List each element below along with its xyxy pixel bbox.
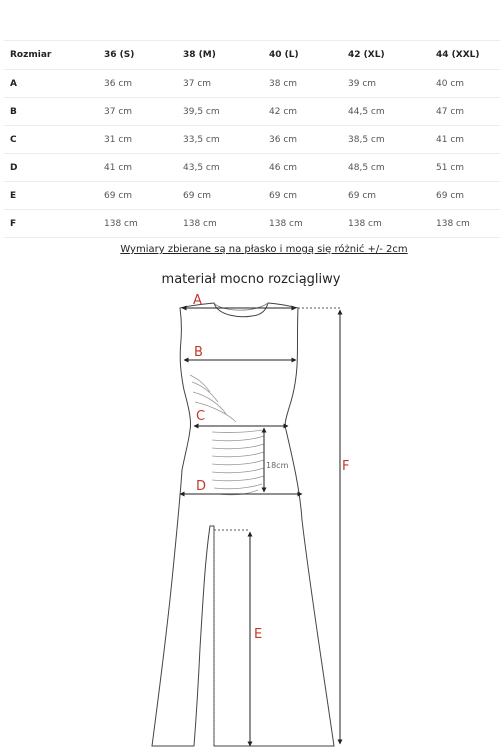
table-cell: 37 cm [98,98,177,126]
label-f: F [342,459,350,474]
table-cell: 31 cm [98,126,177,154]
table-cell: 40 cm [430,70,500,98]
label-d: D [196,479,207,494]
row-label: F [4,210,98,238]
row-label: E [4,182,98,210]
table-cell: 51 cm [430,154,500,182]
row-label: D [4,154,98,182]
header-38m: 38 (M) [177,41,263,70]
table-cell: 138 cm [177,210,263,238]
table-cell: 43,5 cm [177,154,263,182]
table-cell: 33,5 cm [177,126,263,154]
table-cell: 138 cm [430,210,500,238]
table-cell: 38 cm [263,70,342,98]
table-cell: 138 cm [263,210,342,238]
table-cell: 39 cm [342,70,430,98]
table-cell: 47 cm [430,98,500,126]
material-caption: materiał mocno rozciągliwy [161,272,341,287]
header-44xxl: 44 (XXL) [430,41,500,70]
table-cell: 48,5 cm [342,154,430,182]
table-cell: 36 cm [263,126,342,154]
neckline [214,303,268,310]
header-36s: 36 (S) [98,41,177,70]
table-cell: 44,5 cm [342,98,430,126]
table-cell: 36 cm [98,70,177,98]
table-cell: 39,5 cm [177,98,263,126]
table-cell: 69 cm [177,182,263,210]
table-cell: 41 cm [430,126,500,154]
row-label: B [4,98,98,126]
header-40l: 40 (L) [263,41,342,70]
header-size: Rozmiar [4,41,98,70]
table-cell: 69 cm [98,182,177,210]
table-cell: 46 cm [263,154,342,182]
row-label: A [4,70,98,98]
header-42xl: 42 (XL) [342,41,430,70]
table-cell: 69 cm [342,182,430,210]
label-a: A [193,293,202,308]
label-drape-length: 18cm [266,461,289,470]
label-c: C [196,409,206,424]
drape-folds [190,375,264,495]
table-cell: 41 cm [98,154,177,182]
measurement-note: Wymiary zbierane są na płasko i mogą się różnić +/- 2cm [120,244,408,255]
table-cell: 42 cm [263,98,342,126]
label-e: E [254,627,263,642]
table-cell: 37 cm [177,70,263,98]
table-cell: 69 cm [263,182,342,210]
table-cell: 69 cm [430,182,500,210]
table-cell: 138 cm [98,210,177,238]
table-cell: 38,5 cm [342,126,430,154]
row-label: C [4,126,98,154]
table-cell: 138 cm [342,210,430,238]
label-b: B [194,345,203,360]
dress-outline [152,303,334,746]
